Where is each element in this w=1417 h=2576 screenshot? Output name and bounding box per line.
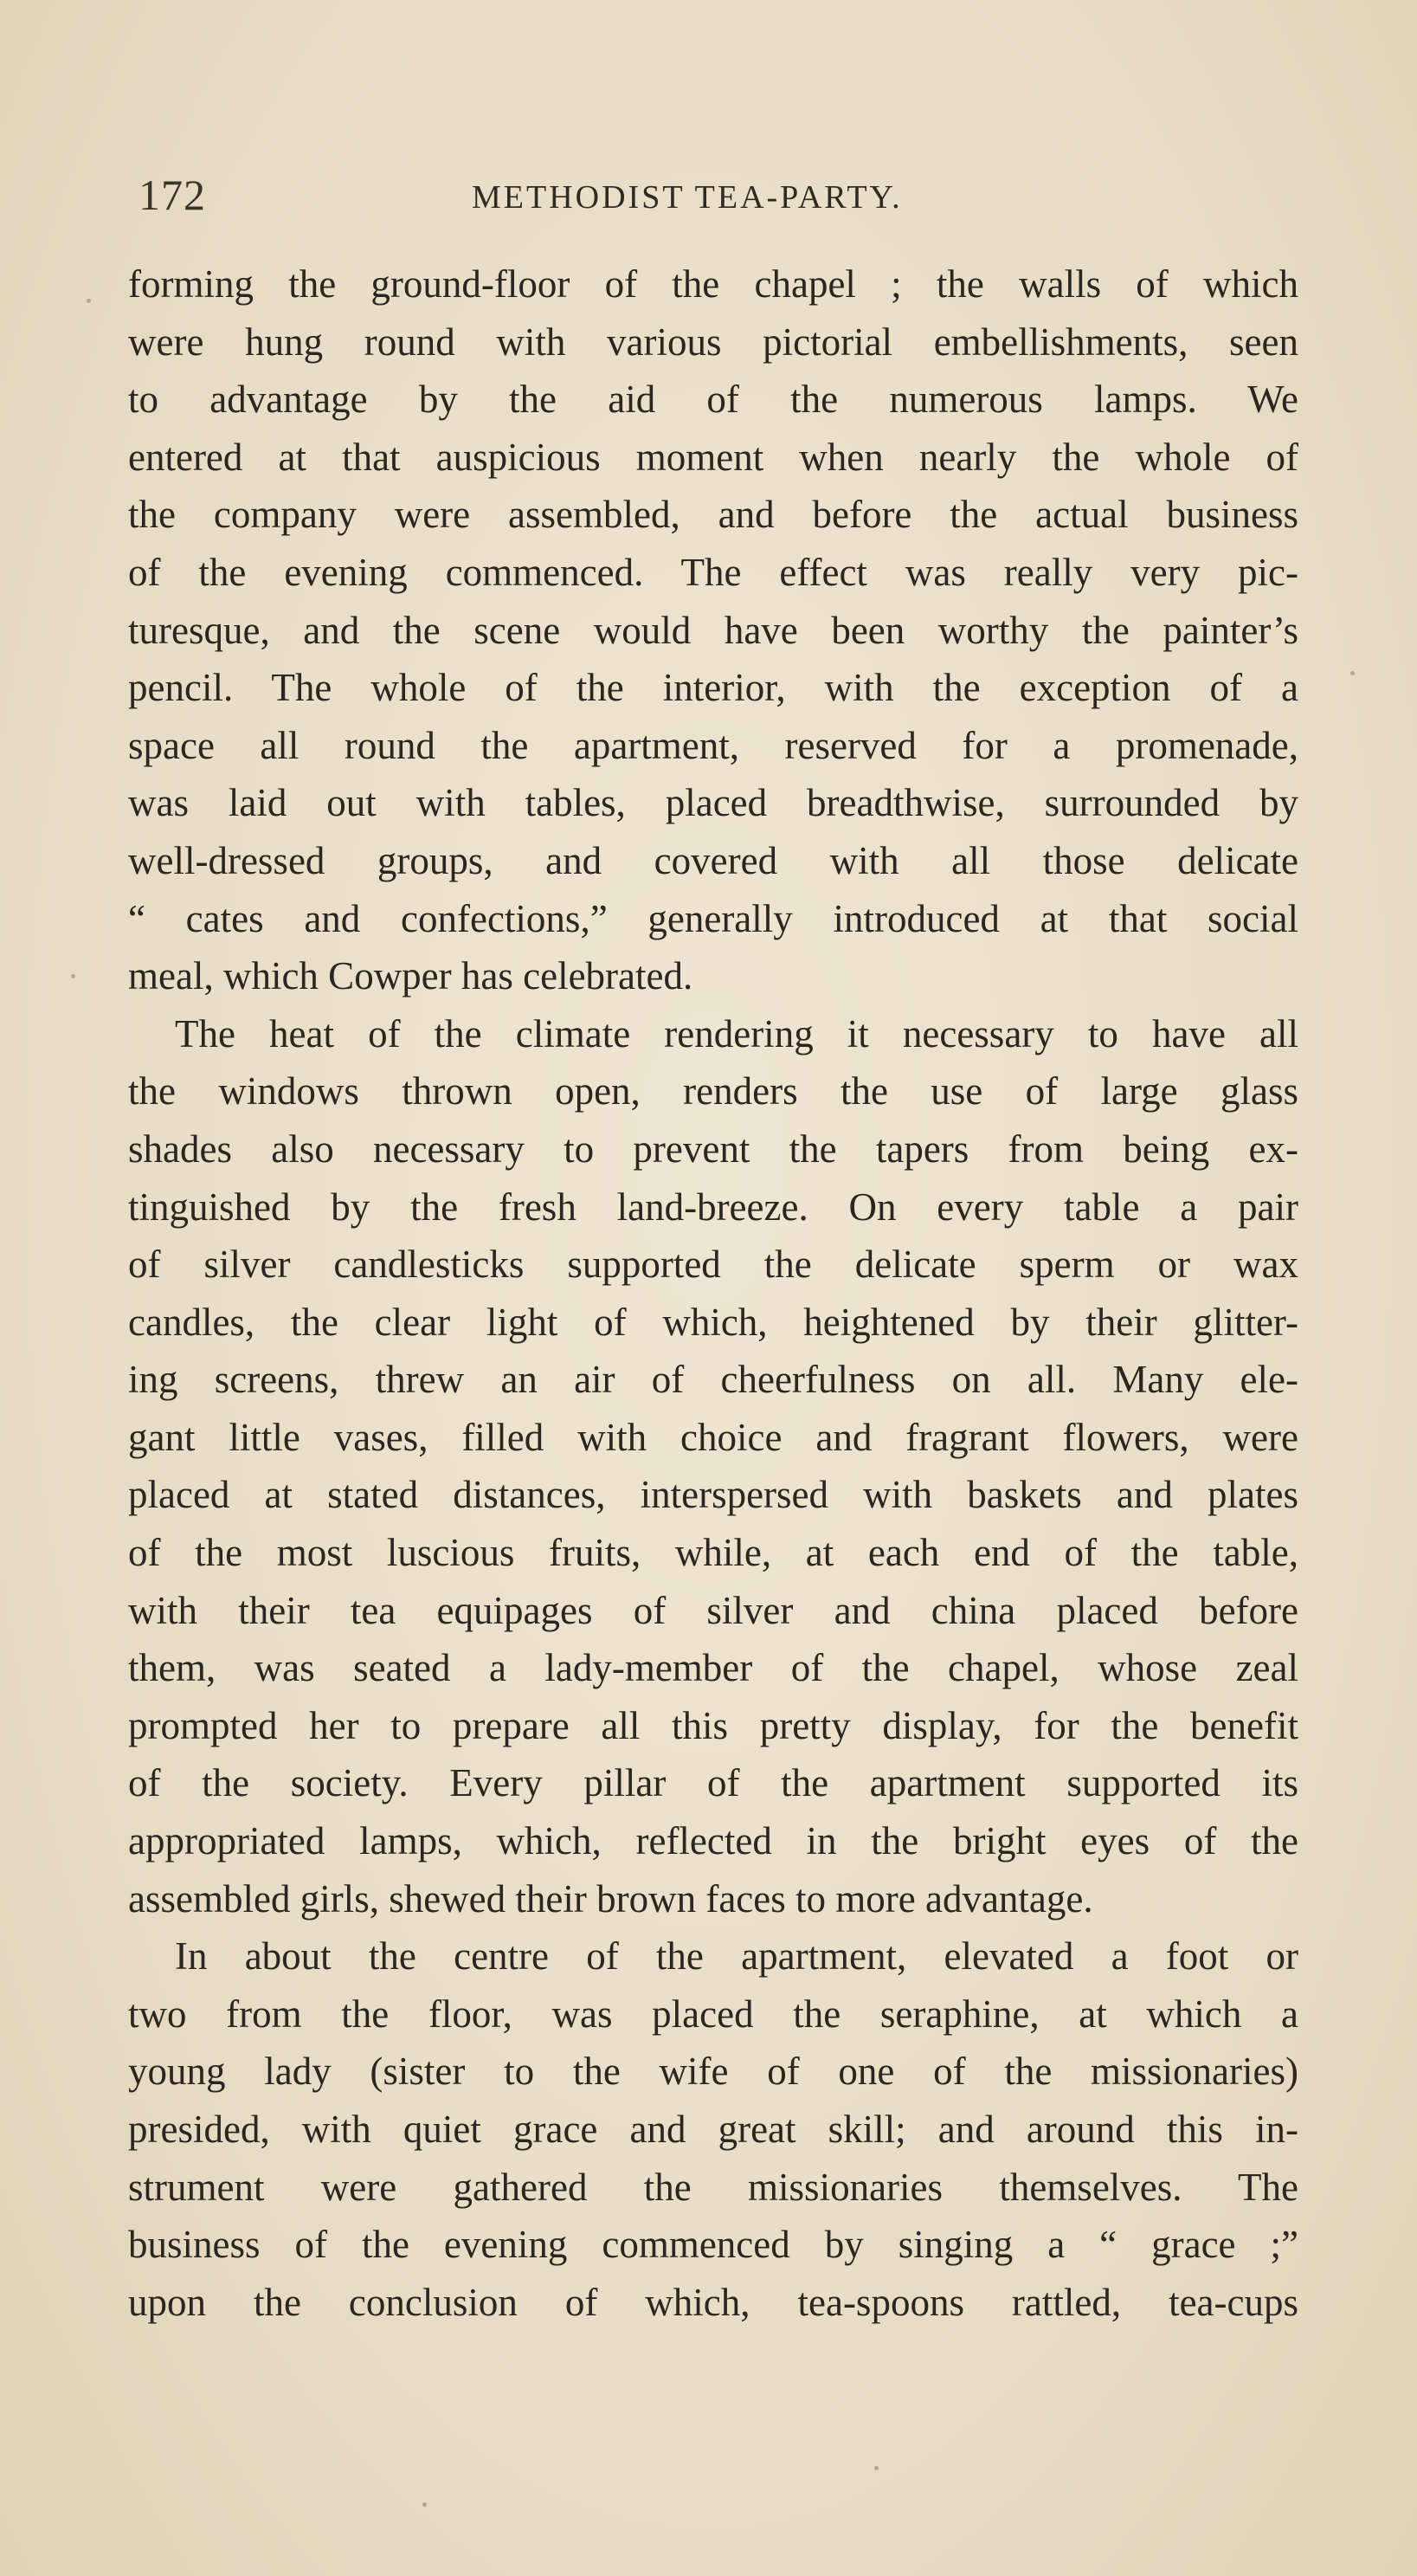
text-line: the windows thrown open, renders the use of large glass: [128, 1069, 1298, 1114]
text-line: of silver candlesticks supported the delicate sperm or wax: [128, 1243, 1298, 1287]
paragraph-start-line: The heat of the climate rendering it necessary to have all: [175, 1011, 1298, 1056]
paper-speck: [874, 2466, 879, 2470]
paper-speck: [422, 2502, 427, 2507]
text-line: them, was seated a lady-member of the chapel, whose zeal: [128, 1646, 1298, 1690]
text-line: young lady (sister to the wife of one of the missionaries): [128, 2050, 1298, 2094]
body-text: [128, 255, 1298, 2331]
text-line: well-dressed groups, and covered with all those delicate: [128, 838, 1298, 882]
text-line: turesque, and the scene would have been worthy the painter’s: [128, 608, 1298, 652]
text-line: to advantage by the aid of the numerous lamps. We: [128, 378, 1298, 422]
text-line: ing screens, threw an air of cheerfulness on all. Many ele-: [128, 1358, 1298, 1402]
text-line: was laid out with tables, placed breadthwise, surrounded by: [128, 781, 1298, 825]
text-line: strument were gathered the missionaries themselves. The: [128, 2165, 1298, 2209]
text-line: shades also necessary to prevent the tapers from being ex-: [128, 1127, 1298, 1171]
text-line: placed at stated distances, interspersed with baskets and plates: [128, 1473, 1298, 1517]
text-line: space all round the apartment, reserved for a promenade,: [128, 723, 1298, 767]
text-line: meal, which Cowper has celebrated.: [128, 954, 693, 998]
running-head: METHODIST TEA-PARTY.: [472, 179, 903, 216]
text-line: gant little vases, filled with choice and fragrant flowers, were: [128, 1415, 1298, 1459]
text-line: the company were assembled, and before the actual business: [128, 493, 1298, 537]
text-line: two from the floor, was placed the seraphine, at which a: [128, 1992, 1298, 2036]
text-line: appropriated lamps, which, reflected in the bright eyes of the: [128, 1819, 1298, 1863]
text-line: were hung round with various pictorial embellishments, seen: [128, 320, 1298, 364]
paper-speck: [71, 974, 75, 978]
text-line: tinguished by the fresh land-breeze. On every table a pair: [128, 1185, 1298, 1229]
text-line: candles, the clear light of which, heightened by their glitter-: [128, 1300, 1298, 1344]
text-line: pencil. The whole of the interior, with the exception of a: [128, 666, 1298, 710]
text-line: entered at that auspicious moment when nearly the whole of: [128, 435, 1298, 479]
text-line: forming the ground-floor of the chapel ; the walls of which: [128, 262, 1298, 306]
text-line: business of the evening commenced by singing a “ grace ;”: [128, 2223, 1298, 2267]
text-line: upon the conclusion of which, tea-spoons rattled, tea-cups: [128, 2280, 1298, 2324]
text-line: assembled girls, shewed their brown faces to more advantage.: [128, 1876, 1093, 1921]
paper-speck: [87, 299, 91, 303]
text-line: presided, with quiet grace and great skill; and around this in-: [128, 2108, 1298, 2151]
paper-speck: [1350, 671, 1355, 675]
text-line: with their tea equipages of silver and china placed before: [128, 1588, 1298, 1632]
page-number: 172: [138, 171, 206, 219]
paragraph-start-line: In about the centre of the apartment, elevated a foot or: [175, 1934, 1298, 1979]
text-line: prompted her to prepare all this pretty display, for the benefit: [128, 1703, 1298, 1747]
text-line: of the evening commenced. The effect was really very pic-: [128, 550, 1298, 594]
page-header: [138, 170, 1298, 222]
text-line: of the society. Every pillar of the apartment supported its: [128, 1761, 1298, 1805]
text-line: “ cates and confections,” generally introduced at that social: [128, 896, 1298, 940]
text-line: of the most luscious fruits, while, at each end of the table,: [128, 1531, 1298, 1575]
